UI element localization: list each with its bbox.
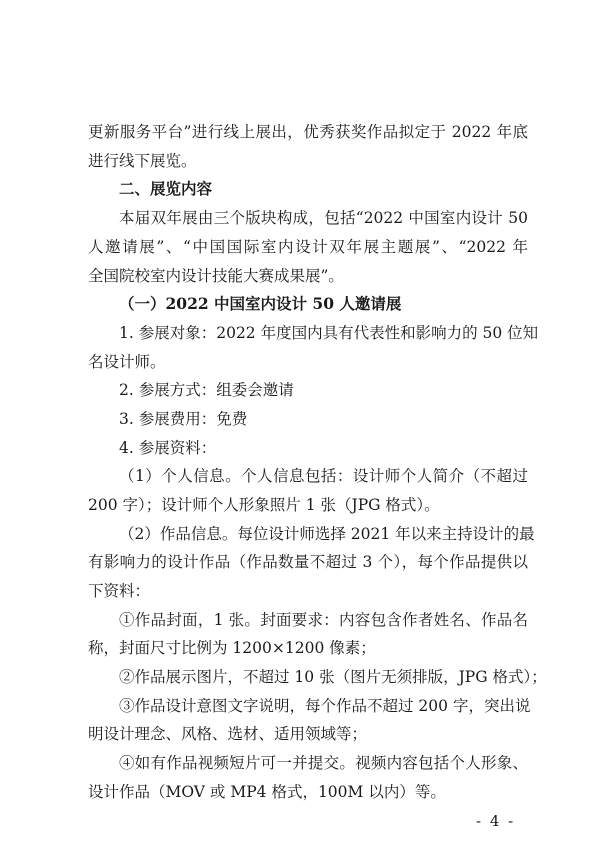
body-text-line: ③作品设计意图文字说明，每个作品不超过 200 字，突出说: [119, 697, 531, 715]
body-text-line: 下资料：: [88, 582, 151, 600]
body-text-line: 人邀请展”、“中国国际室内设计双年展主题展”、“2022 年: [88, 238, 528, 256]
section-heading: 二、展览内容: [119, 180, 213, 198]
body-text-line: 设计作品（MOV 或 MP4 格式，100M 以内）等。: [88, 783, 446, 801]
body-text-line: （2）作品信息。每位设计师选择 2021 年以来主持设计的最: [119, 525, 535, 543]
body-text-line: ④如有作品视频短片可一并提交。视频内容包括个人形象、: [119, 754, 528, 772]
body-text-line: 有影响力的设计作品（作品数量不超过 3 个），每个作品提供以: [88, 553, 528, 571]
body-text-line: ②作品展示图片，不超过 10 张（图片无须排版，JPG 格式）；: [119, 668, 547, 686]
body-text-line: 1. 参展对象：2022 年度国内具有代表性和影响力的 50 位知: [119, 324, 539, 342]
body-text-line: 进行线下展览。: [88, 152, 197, 170]
body-text-line: 名设计师。: [88, 353, 166, 371]
body-text-line: 更新服务平台”进行线上展出，优秀获奖作品拟定于 2022 年底: [88, 123, 528, 141]
body-text-line: 200 字）；设计师个人形象照片 1 张（JPG 格式）。: [88, 496, 440, 514]
body-text-line: 全国院校室内设计技能大赛成果展”。: [88, 267, 344, 285]
body-text-line: 3. 参展费用：免费: [119, 410, 248, 428]
body-text-line: 称，封面尺寸比例为 1200×1200 像素；: [88, 639, 376, 657]
body-text-line: 本届双年展由三个版块构成，包括“2022 中国室内设计 50: [119, 209, 528, 227]
body-text-line: 4. 参展资料：: [119, 439, 217, 457]
body-text-line: （1）个人信息。个人信息包括：设计师个人简介（不超过: [119, 467, 528, 485]
body-text-line: 明设计理念、风格、选材、适用领域等；: [88, 725, 368, 743]
body-text-line: ①作品封面，1 张。封面要求：内容包含作者姓名、作品名: [119, 611, 528, 629]
body-text-line: 2. 参展方式：组委会邀请: [119, 381, 294, 399]
page-number: - 4 -: [476, 812, 516, 830]
subsection-heading: （一）2022 中国室内设计 50 人邀请展: [119, 294, 402, 313]
